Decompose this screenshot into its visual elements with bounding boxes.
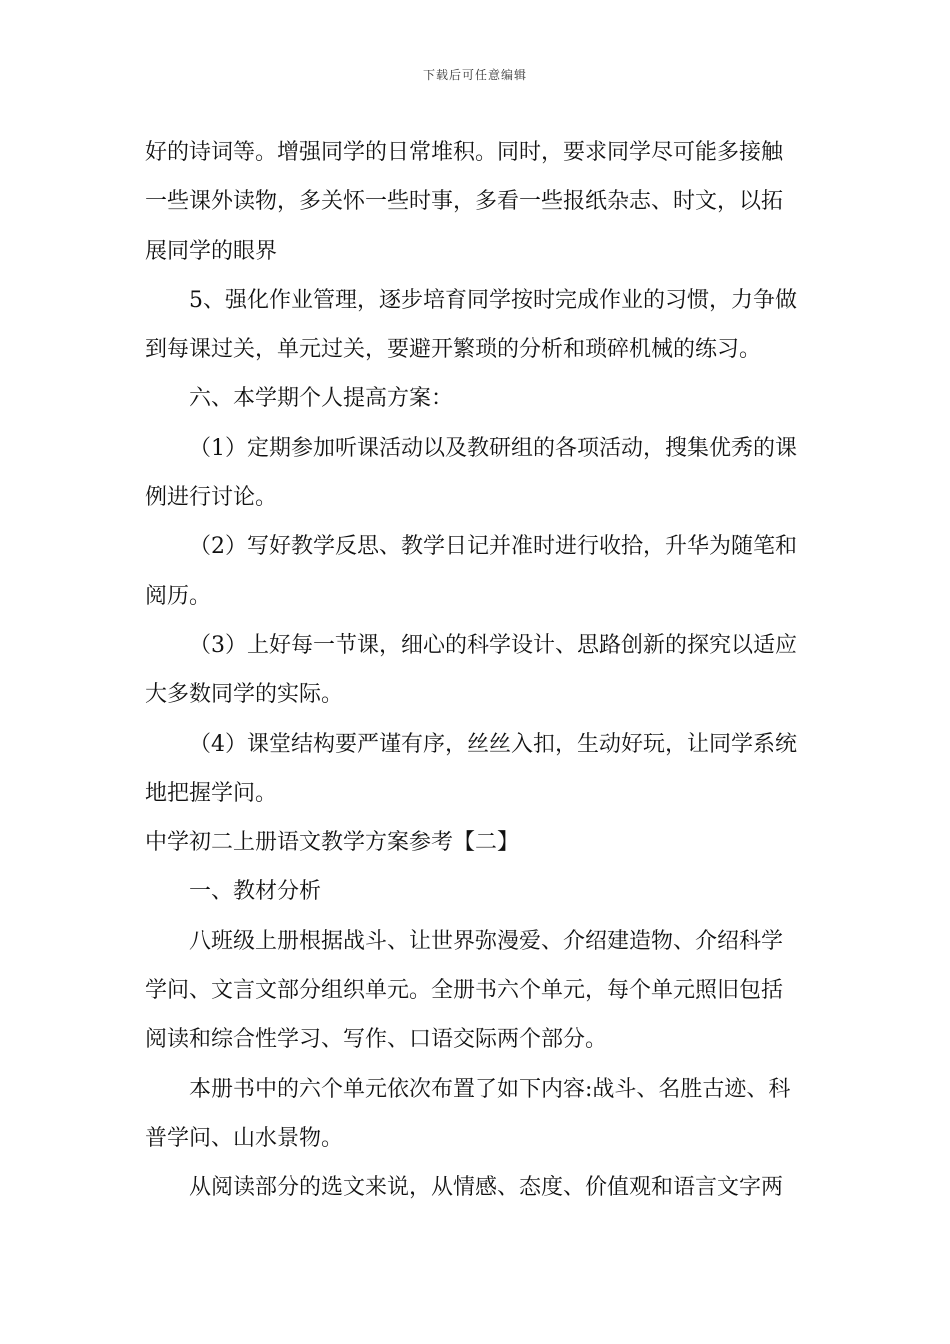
text-line: 展同学的眼界 [145, 238, 278, 264]
text-line: （2）写好教学反思、教学日记并准时进行收拾，升华为随笔和 [189, 534, 797, 560]
text-line: 到每课过关，单元过关，要避开繁琐的分析和琐碎机械的练习。 [145, 337, 762, 363]
text-line: 大多数同学的实际。 [145, 682, 344, 708]
text-line: 一、教材分析 [189, 879, 322, 905]
text-line: 从阅读部分的选文来说，从情感、态度、价值观和语言文字两 [189, 1175, 784, 1201]
text-line: 学问、文言文部分组织单元。全册书六个单元，每个单元照旧包括 [145, 978, 784, 1004]
text-line: 阅读和综合性学习、写作、口语交际两个部分。 [145, 1027, 608, 1053]
text-line: 地把握学问。 [145, 780, 278, 806]
text-line: 好的诗词等。增强同学的日常堆积。同时，要求同学尽可能多接触 [145, 140, 784, 165]
text-line: 例进行讨论。 [145, 485, 278, 511]
text-line: 八班级上册根据战斗、让世界弥漫爱、介绍建造物、介绍科学 [189, 928, 784, 954]
document-body [145, 128, 809, 1213]
text-line: 普学问、山水景物。 [145, 1125, 344, 1151]
text-line: 阅历。 [145, 583, 212, 609]
page-header: 下载后可任意编辑 [422, 68, 527, 82]
text-line: （3）上好每一节课，细心的科学设计、思路创新的探究以适应 [189, 632, 797, 658]
text-line: 本册书中的六个单元依次布置了如下内容:战斗、名胜古迹、科 [189, 1076, 791, 1102]
text-line: 5、强化作业管理，逐步培育同学按时完成作业的习惯，力争做 [189, 287, 797, 313]
text-line: 六、本学期个人提高方案： [189, 386, 454, 412]
text-line: （1）定期参加听课活动以及教研组的各项活动，搜集优秀的课 [189, 435, 797, 461]
text-line: 一些课外读物，多关怀一些时事，多看一些报纸杂志、时文，以拓 [145, 189, 784, 215]
text-line: 中学初二上册语文教学方案参考【二】 [145, 830, 520, 856]
text-line: （4）课堂结构要严谨有序，丝丝入扣，生动好玩，让同学系统 [189, 731, 797, 757]
